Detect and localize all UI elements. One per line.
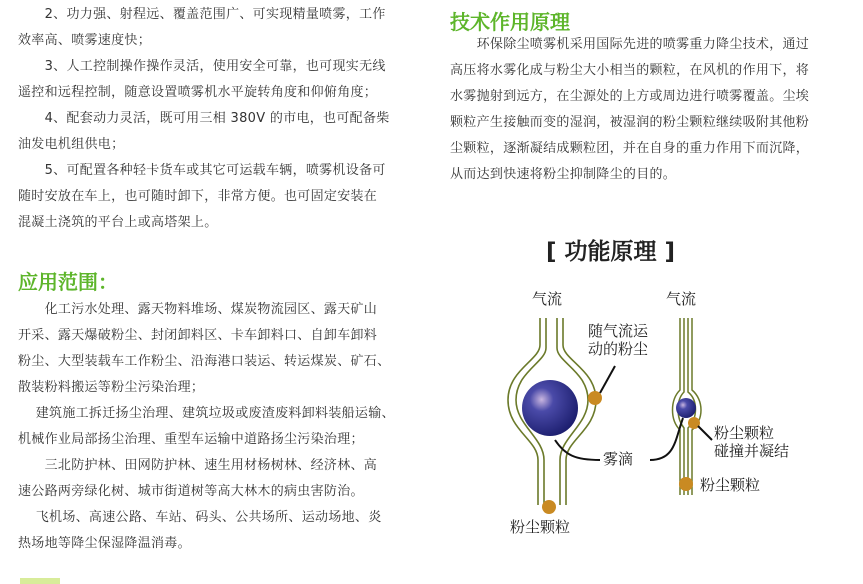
dust-particle <box>542 500 556 514</box>
large-droplet <box>522 380 578 436</box>
text-line: 碰撞并凝结 <box>714 442 790 460</box>
principle-title: 技术作用原理 <box>450 10 570 34</box>
text-line: 粉尘颗粒 <box>714 424 775 442</box>
text-line: 热场地等降尘保湿降温消毒。 <box>18 536 191 551</box>
left-dust-label: 粉尘颗粒 <box>510 518 571 536</box>
text-line: 建筑施工拆迁扬尘治理、建筑垃圾或废渣废料卸料装船运输、 <box>18 406 395 421</box>
text-line: 5、可配置各种轻卡货车或其它可运载车辆，喷雾机设备可 <box>18 163 386 178</box>
moving-dust-label <box>588 322 648 358</box>
text-line: 颗粒产生接触而变的湿润，被湿润的粉尘颗粒继续吸附其他粉 <box>450 115 810 130</box>
diagram-title: [ 功能原理 ] <box>546 239 676 265</box>
text-line: 三北防护林、田网防护林、速生用材杨树林、经济林、高 <box>18 458 378 473</box>
text-line: 3、人工控制操作操作灵活，使用安全可靠，也可现实无线 <box>18 59 386 74</box>
application-title: 应用范围： <box>18 270 118 294</box>
moving-dust-particle <box>588 391 602 405</box>
text-line: 4、配套动力灵活，既可用三相 380V 的市电，也可配备柴 <box>18 111 390 126</box>
text-line: 飞机场、高速公路、车站、码头、公共场所、运动场地、炎 <box>18 510 382 525</box>
text-line: 从而达到快速将粉尘抑制降尘的目的。 <box>450 167 677 182</box>
text-line: 动的粉尘 <box>588 340 649 358</box>
text-line: 随气流运 <box>588 322 649 340</box>
droplet-label: 雾滴 <box>603 450 634 468</box>
dust-particle-right <box>679 477 693 491</box>
text-line: 化工污水处理、露天物料堆场、煤炭物流园区、露天矿山 <box>18 302 378 317</box>
text-line: 散装粉料搬运等粉尘污染治理； <box>18 380 205 395</box>
text-line: 油发电机组供电； <box>18 137 125 152</box>
text-line: 水雾抛射到远方，在尘源处的上方或周边进行喷雾覆盖。尘埃 <box>450 89 810 104</box>
text-line: 尘颗粒，逐渐凝结成颗粒团，并在自身的重力作用下而沉降， <box>450 141 810 156</box>
text-line: 开采、露天爆破粉尘、封闭卸料区、卡车卸料口、自卸车卸料 <box>18 328 378 343</box>
text-line: 遥控和远程控制，随意设置喷雾机水平旋转角度和仰俯角度； <box>18 85 378 100</box>
right-airflow-label: 气流 <box>666 290 697 308</box>
small-droplet <box>676 398 696 418</box>
text-line: 高压将水雾化成与粉尘大小相当的颗粒，在风机的作用下，将 <box>450 63 810 78</box>
text-line: 粉尘、大型装载车工作粉尘、沿海港口装运、转运煤炭、矿石、 <box>18 354 391 369</box>
text-line: 速公路两旁绿化树、城市街道树等高大林木的病虫害防治。 <box>18 484 364 499</box>
text-line: 混凝土浇筑的平台上或高塔架上。 <box>18 215 218 230</box>
text-line: 随时安放在车上，也可随时卸下，非常方便。也可固定安装在 <box>18 189 378 204</box>
text-line: 2、功力强、射程远、覆盖范围广、可实现精量喷雾，工作 <box>18 7 386 22</box>
left-airflow-label: 气流 <box>532 290 563 308</box>
right-dust-label: 粉尘颗粒 <box>700 476 761 494</box>
collide-label <box>714 424 789 460</box>
text-line: 效率高、喷雾速度快； <box>18 33 152 48</box>
text-line: 环保除尘喷雾机采用国际先进的喷雾重力降尘技术，通过 <box>450 37 810 52</box>
text-line: 机械作业局部扬尘治理、重型车运输中道路扬尘污染治理； <box>18 432 364 447</box>
